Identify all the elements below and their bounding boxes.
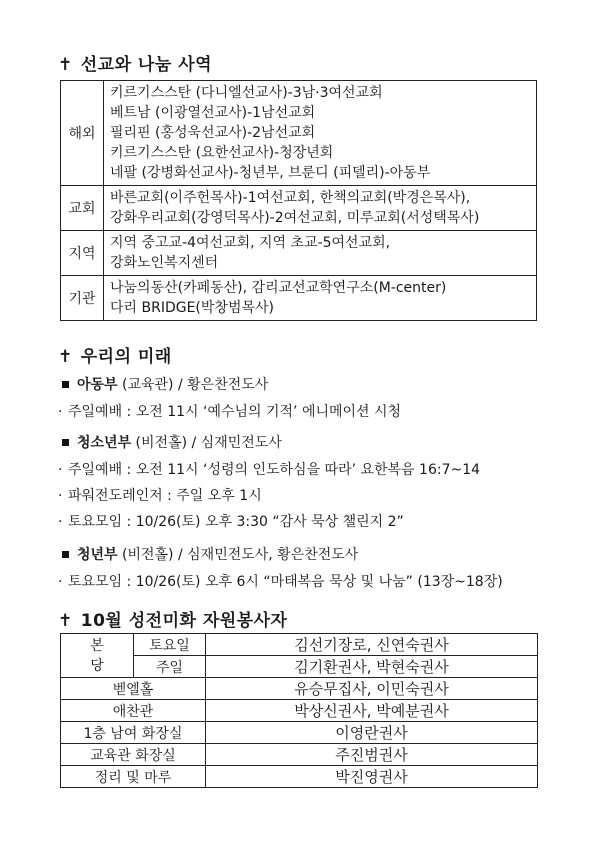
mission-lines-cell [104,81,537,186]
mission-line: 키르기스스탄 (다니엘선교사)-3남·3여선교회 [110,85,383,101]
mission-line: 강화노인복지센터 [110,255,219,271]
volunteer-table [60,633,538,788]
schedule-text: 파워전도레인저 : 주일 오후 1시 [68,488,262,504]
mission-row-church [61,186,537,231]
table-row [61,700,538,722]
category-cell: 지역 [61,231,104,276]
place-cell: 교육관 화장실 [61,744,206,766]
table-row [61,744,538,766]
mission-row-institution [61,276,537,321]
schedule-item [58,401,401,421]
cross-icon: ✝ [58,347,73,367]
dept-name: 아동부 [77,377,118,393]
cross-icon: ✝ [58,55,73,75]
schedule-item [58,511,404,531]
dot-bullet-icon: · [58,488,63,504]
future-section-title [58,342,172,367]
schedule-item [58,459,480,479]
names-cell: 유승무집사, 이민숙권사 [206,678,538,700]
dept-detail: (비전홀) / 심재민전도사 [131,435,282,451]
schedule-text: 주일예배 : 오전 11시 ‘성령의 인도하심을 따라’ 요한복음 16:7~14 [68,462,481,478]
names-cell: 김선기장로, 신연숙권사 [206,634,538,656]
youth-dept-heading [62,432,282,452]
dot-bullet-icon: · [58,404,63,420]
mission-line: 네팔 (강병화선교사)-청년부, 브룬디 (피델리)-아동부 [110,165,431,181]
dept-name: 청년부 [77,547,118,563]
mission-line: 지역 중고교-4여선교회, 지역 초교-5여선교회, [110,235,391,251]
names-cell: 박상신권사, 박예분권사 [206,700,538,722]
volunteer-title-text: 10월 성전미화 자원봉사자 [80,611,288,631]
mission-lines-cell [104,231,537,276]
dot-bullet-icon: · [58,574,63,590]
names-cell: 주진범권사 [206,744,538,766]
dept-name: 청소년부 [77,435,132,451]
schedule-item [58,485,262,505]
mission-line: 나눔의동산(카페동산), 감리교선교학연구소(M-center) [110,280,447,296]
mission-line: 강화우리교회(강영덕목사)-2여선교회, 미루교회(서성택목사) [110,210,480,226]
main-hall-label [61,634,134,678]
place-cell: 1층 남여 화장실 [61,722,206,744]
schedule-text: 토요모임 : 10/26(토) 오후 6시 “마태복음 묵상 및 나눔” (13장~18장) [68,574,503,590]
names-cell: 이영란권사 [206,722,538,744]
names-cell: 박진영권사 [206,766,538,788]
place-cell: 정리 및 마루 [61,766,206,788]
mission-line: 다리 BRIDGE(박창범목사) [110,300,274,316]
category-cell: 교회 [61,186,104,231]
mission-line: 필리핀 (홍성욱선교사)-2남선교회 [110,125,316,141]
table-row [61,678,538,700]
place-cell: 벧엘홀 [61,678,206,700]
dot-bullet-icon: · [58,462,63,478]
dept-detail: (교육관) / 황은찬전도사 [117,377,269,393]
place-cell: 토요일 [134,634,206,656]
mission-line: 바른교회(이주헌목사)-1여선교회, 한책의교회(박경은목사), [110,190,471,206]
table-row [61,634,538,656]
table-row [61,722,538,744]
future-title-text: 우리의 미래 [80,347,172,367]
mission-lines-cell [104,276,537,321]
main-hall-label-top: 본 [90,637,104,654]
table-row [61,766,538,788]
cross-icon: ✝ [58,611,73,631]
names-cell: 김기환권사, 박현숙권사 [206,656,538,678]
mission-lines-cell [104,186,537,231]
square-bullet-icon [62,439,69,446]
square-bullet-icon [62,551,69,558]
main-hall-label-bottom: 당 [90,657,104,674]
schedule-text: 주일예배 : 오전 11시 ‘예수님의 기적’ 에니메이션 시청 [68,404,402,420]
place-cell: 애찬관 [61,700,206,722]
schedule-text: 토요모임 : 10/26(토) 오후 3:30 “감사 묵상 챌린지 2” [68,514,404,530]
mission-line: 베트남 (이광열선교사)-1남선교회 [110,105,316,121]
category-cell: 해외 [61,81,104,186]
children-dept-heading [62,374,268,394]
mission-line: 키르기스스탄 (요한선교사)-청장년회 [110,145,334,161]
dept-detail: (비전홀) / 심재민전도사, 황은찬전도사 [117,547,359,563]
dot-bullet-icon: · [58,514,63,530]
volunteer-section-title [58,606,287,631]
mission-title-text: 선교와 나눔 사역 [80,55,213,75]
mission-row-overseas [61,81,537,186]
young-adult-dept-heading [62,544,358,564]
mission-row-region [61,231,537,276]
mission-section-title [58,50,212,75]
mission-table [60,80,537,321]
square-bullet-icon [62,381,69,388]
schedule-item [58,571,503,591]
category-cell: 기관 [61,276,104,321]
place-cell: 주일 [134,656,206,678]
